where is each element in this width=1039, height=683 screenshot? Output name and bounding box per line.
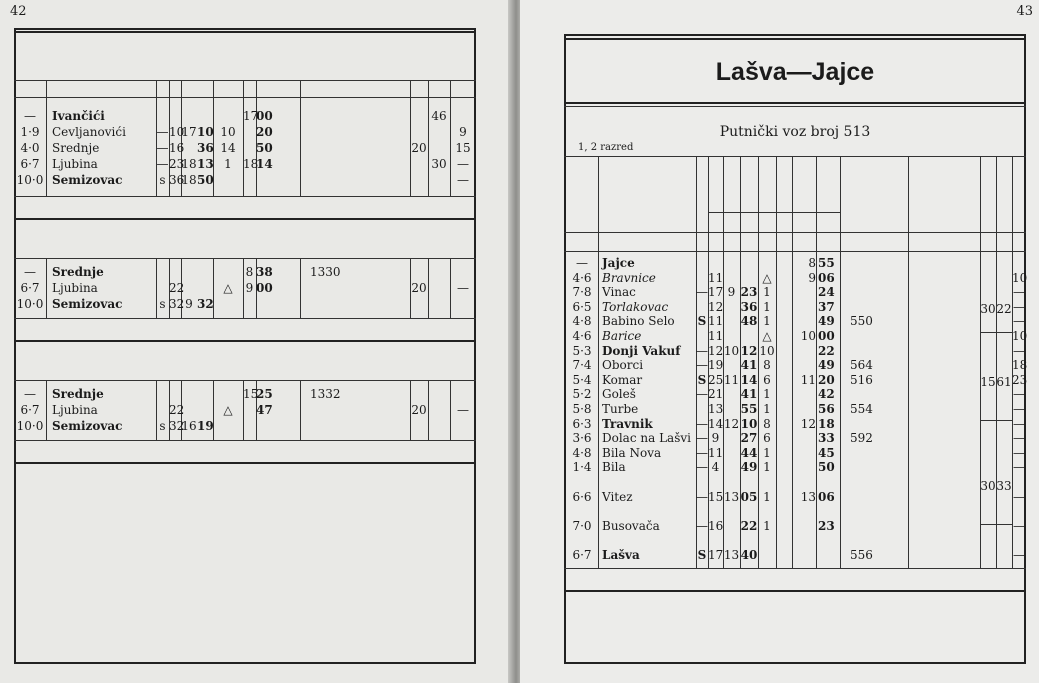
train-s1301-row-km: 6·7 [20, 281, 40, 295]
row-direction: — [696, 460, 708, 475]
row-short: — [1013, 489, 1025, 504]
train-s1303-row-c4: 32 [169, 419, 185, 433]
row-station: Jajce [602, 256, 635, 270]
row-station: Bravnice [602, 270, 656, 285]
train-s1303-row-arr-m: 19 [197, 419, 214, 433]
row-travel-time: 14 [708, 416, 724, 431]
row-dep-m: 23 [818, 518, 835, 533]
row-standing: 1 [763, 299, 771, 314]
train-s1301-row-station: Semizovac [52, 297, 123, 311]
row-arr-m: 41 [740, 358, 758, 373]
row-short: — [1013, 518, 1025, 533]
row-travel-time: 12 [708, 343, 724, 358]
row-station: Turbe [602, 402, 639, 416]
train-s1303-row-station: Ljubina [52, 403, 98, 417]
row-station: Bila [602, 460, 626, 475]
train-1333-row-c4: 16 [169, 141, 185, 155]
row-direction: S [697, 314, 707, 329]
row-dep-m: 00 [818, 329, 835, 343]
train-s1303-row-station: Semizovac [52, 419, 123, 433]
row-arr-m: 55 [740, 402, 758, 416]
row-standing: 1 [763, 460, 771, 475]
row-station: Vitez [602, 489, 633, 504]
train-1333-row-station: Ivančići [52, 109, 105, 123]
row-dep-m: 18 [818, 416, 835, 431]
train-s1303-short: — [457, 403, 469, 417]
row-arr-h: 11 [723, 372, 740, 387]
row-direction: — [696, 387, 708, 402]
row-arr-h: 13 [723, 489, 740, 504]
row-travel-time: 12 [708, 299, 724, 314]
train-s1303-speed: 20 [411, 403, 427, 417]
row-travel-time: 11 [708, 445, 724, 460]
row-dep-m: 42 [818, 387, 835, 402]
row-station: Dolac na Lašvi [602, 431, 691, 446]
row-dep-h: 9 [808, 270, 816, 285]
train-s1303-row-meeting: 1332 [310, 387, 341, 401]
train-1333-row-dep-m: 20 [256, 125, 273, 139]
speed-group-value: 30 [980, 301, 996, 316]
row-short: 10 [1012, 329, 1028, 343]
row-standing: 1 [763, 445, 771, 460]
row-arr-m: 40 [740, 548, 758, 562]
train-1333-row-c4: 23 [169, 157, 185, 171]
train-1333-row-dep-h: 18 [243, 157, 259, 171]
row-km: 4·8 [572, 445, 592, 460]
class-label-right: 1, 2 razred [578, 142, 634, 153]
row-meeting: 516 [850, 372, 873, 387]
row-short: — [1013, 314, 1025, 329]
row-short: — [1013, 299, 1025, 314]
row-standing: 6 [763, 431, 771, 446]
train-s1303-row-c4: 22 [169, 403, 185, 417]
row-arr-m: 22 [740, 518, 758, 533]
row-dep-m: 50 [818, 460, 835, 475]
row-meeting: 556 [850, 548, 873, 562]
train-1333-row-c3: — [156, 157, 169, 171]
train-1333-row-dep-m: 00 [256, 109, 273, 123]
train-1333-row-c3: — [156, 125, 169, 139]
row-dep-h: 11 [800, 372, 816, 387]
row-short: — [1013, 416, 1025, 431]
row-arr-m: 23 [740, 285, 758, 300]
train-1333-row-km: — [24, 109, 36, 123]
header-shortened [1013, 160, 1026, 226]
row-km: 6·6 [572, 489, 592, 504]
row-travel-time: 9 [711, 431, 720, 446]
row-direction: S [697, 372, 707, 387]
right-page [520, 0, 1039, 683]
row-dep-m: 06 [818, 270, 835, 285]
row-standing: 10 [759, 343, 775, 358]
row-km: 5·2 [572, 387, 592, 402]
train-s1301-row-station: Ljubina [52, 281, 98, 295]
row-dep-m: 45 [818, 445, 835, 460]
train-513-title: Putnički voz broj 513 [719, 124, 871, 140]
row-dep-m: 37 [818, 299, 835, 314]
row-km: — [576, 256, 588, 270]
row-arr-m: 41 [740, 387, 758, 402]
train-s1303-row-standing: △ [223, 403, 233, 417]
row-arr-h: 13 [723, 548, 740, 562]
train-1333-row-arr-m: 36 [197, 141, 214, 155]
row-station: Torlakovac [602, 299, 669, 314]
row-dep-m: 33 [818, 431, 835, 446]
train-1333-row-standing: 14 [220, 141, 236, 155]
train-1333-row-c4: 36 [169, 173, 185, 187]
row-short: — [1013, 460, 1025, 475]
train-s1301-row-dep-m: 00 [256, 281, 273, 295]
row-arr-m: 14 [740, 372, 758, 387]
row-dep-m: 49 [818, 314, 835, 329]
train-s1301-row-meeting: 1330 [310, 265, 341, 279]
row-station: Barice [602, 329, 642, 343]
row-meeting: 592 [850, 431, 873, 446]
train-s1301-row-dep-h: 8 [245, 265, 254, 279]
train-1333-row-c3: s [159, 173, 166, 187]
row-standing: 8 [763, 358, 771, 373]
row-km: 5·8 [572, 402, 592, 416]
train-s1303-row-km: 6·7 [20, 403, 40, 417]
row-meeting: 554 [850, 402, 873, 416]
row-short: — [1013, 548, 1025, 562]
row-short: 23 [1012, 372, 1028, 387]
row-standing: 1 [763, 387, 771, 402]
train-s1303-row-arr-h: 16 [181, 419, 197, 433]
row-dep-h: 10 [800, 329, 816, 343]
train-1333-row-speed: 20 [411, 141, 427, 155]
page-number-right: 43 [1016, 4, 1033, 19]
header-distance [566, 160, 582, 226]
row-arr-m: 05 [740, 489, 758, 504]
row-arr-m: 27 [740, 431, 758, 446]
row-station: Vinac [602, 285, 636, 300]
speed-group-value: 30 [980, 479, 996, 493]
row-direction: — [696, 285, 708, 300]
row-station: Donji Vakuf [602, 343, 681, 358]
row-travel-time: 4 [711, 460, 720, 475]
row-dep-m: 55 [818, 256, 835, 270]
row-travel-time: 17 [708, 548, 724, 562]
speed-group-value: 15 [980, 374, 996, 389]
row-arr-m: 48 [740, 314, 758, 329]
train-1333-row-short: — [457, 157, 469, 171]
row-travel-time: 21 [708, 387, 724, 402]
train-1333-row-standing: 1 [224, 157, 232, 171]
row-travel-time: 19 [708, 358, 724, 373]
row-km: 4·6 [572, 270, 592, 285]
train-s1301-row-dep-m: 38 [256, 265, 273, 279]
train-1333-row-station: Cevljanovići [52, 125, 126, 139]
left-page [0, 0, 512, 683]
train-s1303-row-km: 10·0 [16, 419, 44, 433]
train-1333-row-dep-m: 50 [256, 141, 273, 155]
row-standing: 1 [763, 518, 771, 533]
train-1333-row-km: 1·9 [20, 125, 40, 139]
row-travel-time: 11 [708, 270, 724, 285]
train-s1301-row-c3: s [159, 297, 166, 311]
train-s1301-short: — [457, 281, 469, 295]
row-travel-time: 11 [708, 329, 724, 343]
row-arr-m: 10 [740, 416, 758, 431]
train-1333-row-station: Semizovac [52, 173, 123, 187]
row-standing: 1 [763, 285, 771, 300]
line-title: Lašva—Jajce [715, 58, 875, 86]
row-dep-m: 56 [818, 402, 835, 416]
train-s1301-row-km: 10·0 [16, 297, 44, 311]
train-s1301-row-km: — [24, 265, 36, 279]
row-travel-time: 11 [708, 314, 724, 329]
braking-group-value: 33 [996, 479, 1012, 493]
header-direction [697, 160, 707, 226]
row-dep-h: 13 [800, 489, 816, 504]
row-dep-m: 22 [818, 343, 835, 358]
row-direction: — [696, 343, 708, 358]
train-s1301-row-standing: △ [223, 281, 233, 295]
row-arr-m: 49 [740, 460, 758, 475]
header-braking [997, 160, 1011, 226]
train-1333-row-c3: — [156, 141, 169, 155]
train-1333-row-km: 6·7 [20, 157, 40, 171]
row-station: Komar [602, 372, 643, 387]
page-number-left: 42 [10, 4, 27, 19]
train-1333-row-short: 9 [459, 125, 467, 139]
row-standing: △ [762, 329, 772, 343]
row-meeting: 550 [850, 314, 873, 329]
row-km: 6·5 [572, 299, 592, 314]
row-station: Oborci [602, 358, 644, 373]
train-s1301-row-c4: 22 [169, 281, 185, 295]
row-standing: 6 [763, 372, 771, 387]
header-standing [777, 162, 791, 222]
train-1333-row-km: 4·0 [20, 141, 40, 155]
row-dep-h: 12 [800, 416, 816, 431]
row-short: — [1013, 343, 1025, 358]
train-1333-row-arr-h: 17 [181, 125, 197, 139]
row-direction: — [696, 358, 708, 373]
train-1333-row-arr-m: 10 [197, 125, 214, 139]
row-travel-time: 25 [708, 372, 724, 387]
row-km: 7·8 [572, 285, 592, 300]
train-1333-row-standing: 10 [220, 125, 236, 139]
row-arr-m: 12 [740, 343, 758, 358]
row-standing: 8 [763, 416, 771, 431]
train-1333-row-braking: 30 [431, 157, 447, 171]
braking-group-value: 22 [996, 301, 1012, 316]
row-km: 5·3 [572, 343, 592, 358]
row-km: 7·0 [572, 518, 592, 533]
train-s1301-row-arr-m: 32 [197, 297, 214, 311]
train-s1303-row-dep-m: 47 [256, 403, 273, 417]
row-station: Busovača [602, 518, 660, 533]
row-km: 1·4 [572, 460, 592, 475]
row-short: — [1013, 445, 1025, 460]
header-travel-time [709, 160, 723, 210]
train-s1301-row-arr-h: 9 [185, 297, 193, 311]
row-station: Bila Nova [602, 445, 662, 460]
train-1333-row-dep-h: 17 [243, 109, 259, 123]
train-1333-row-short: — [457, 173, 469, 187]
row-km: 6·3 [572, 416, 592, 431]
train-s1303-row-c3: s [159, 419, 166, 433]
row-arr-m: 44 [740, 445, 758, 460]
train-s1301-speed: 20 [411, 281, 427, 295]
row-travel-time: 13 [708, 402, 724, 416]
row-short: 10 [1012, 270, 1028, 285]
train-s1301-row-station: Srednje [52, 265, 104, 279]
row-travel-time: 15 [708, 489, 724, 504]
row-station: Lašva [602, 548, 640, 562]
train-1333-row-station: Ljubina [52, 157, 98, 171]
row-station: Babino Selo [602, 314, 675, 329]
train-1333-row-short: 15 [455, 141, 471, 155]
row-short: — [1013, 387, 1025, 402]
row-direction: — [696, 416, 708, 431]
row-meeting: 564 [850, 358, 873, 373]
row-arr-m: 36 [740, 299, 758, 314]
train-s1303-row-dep-m: 25 [256, 387, 273, 401]
train-s1301-row-c4: 32 [169, 297, 185, 311]
row-dep-m: 06 [818, 489, 835, 504]
row-direction: — [696, 518, 708, 533]
row-standing: 1 [763, 402, 771, 416]
row-station: Goleš [602, 387, 636, 402]
braking-group-value: 61 [996, 374, 1012, 389]
row-arr-h: 10 [723, 343, 740, 358]
row-short: — [1013, 285, 1025, 300]
row-short: — [1013, 431, 1025, 446]
train-1333-row-c4: 10 [169, 125, 185, 139]
row-short: 18 [1012, 358, 1028, 373]
header-speed [981, 160, 995, 226]
row-travel-time: 16 [708, 518, 724, 533]
row-travel-time: 17 [708, 285, 724, 300]
row-dep-m: 24 [818, 285, 835, 300]
row-arr-h: 12 [723, 416, 740, 431]
row-station: Travnik [602, 416, 653, 431]
row-direction: — [696, 445, 708, 460]
row-km: 4·8 [572, 314, 592, 329]
row-km: 3·6 [572, 431, 592, 446]
left-frame [14, 28, 476, 664]
row-dep-h: 8 [808, 256, 816, 270]
row-km: 5·4 [572, 372, 592, 387]
train-1333-row-braking: 46 [431, 109, 447, 123]
train-s1303-row-km: — [24, 387, 36, 401]
train-s1303-row-dep-h: 15 [243, 387, 259, 401]
row-km: 6·7 [572, 548, 592, 562]
train-1333-row-arr-m: 13 [197, 157, 214, 171]
train-1333-row-arr-h: 18 [181, 157, 197, 171]
train-1333-row-km: 10·0 [16, 173, 44, 187]
train-1333-row-arr-h: 18 [181, 173, 197, 187]
row-direction: — [696, 489, 708, 504]
train-s1303-row-station: Srednje [52, 387, 104, 401]
row-standing: 1 [763, 489, 771, 504]
row-km: 7·4 [572, 358, 592, 373]
train-1333-row-station: Srednje [52, 141, 100, 155]
row-standing: 1 [763, 314, 771, 329]
row-standing: △ [762, 270, 772, 285]
row-direction: S [697, 548, 707, 562]
row-dep-m: 49 [818, 358, 835, 373]
row-km: 4·6 [572, 329, 592, 343]
train-1333-row-arr-m: 50 [197, 173, 214, 187]
train-s1301-row-dep-h: 9 [245, 281, 254, 295]
row-direction: — [696, 431, 708, 446]
row-dep-m: 20 [818, 372, 835, 387]
row-arr-h: 9 [727, 285, 736, 300]
row-short: — [1013, 402, 1025, 416]
train-1333-row-dep-m: 14 [256, 157, 273, 171]
